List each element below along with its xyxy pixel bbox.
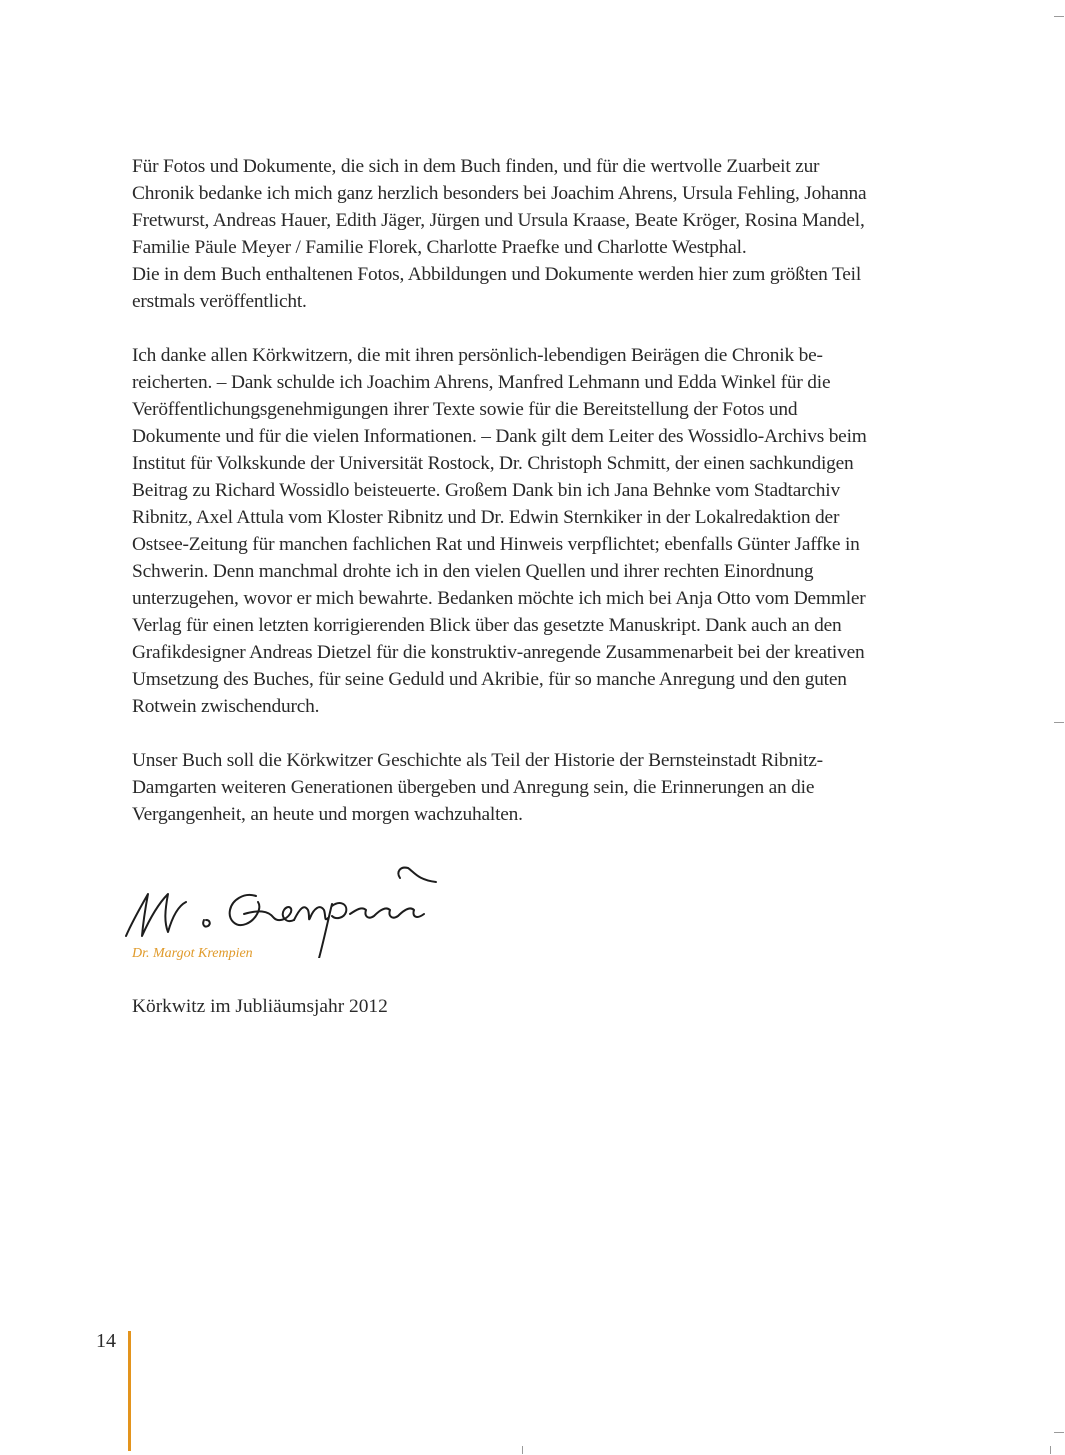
- crop-mark-right-middle: [1054, 722, 1064, 723]
- text-line: Veröffentlichungsgenehmigungen ihrer Texte sowie für die Bereitstellung der Fotos und: [132, 399, 798, 420]
- text-line: Unser Buch soll die Körkwitzer Geschichte als Teil der Historie der Bernsteinstadt Ribnitz-: [132, 750, 823, 771]
- text-line: Vergangenheit, an heute und morgen wachzuhalten.: [132, 804, 523, 825]
- place-date: Körkwitz im Jubliäumsjahr 2012: [132, 996, 388, 1017]
- paragraph-acknowledgement-photos: [132, 153, 900, 315]
- text-line: Verlag für einen letzten korrigierenden Blick über das gesetzte Manuskript. Dank auch an den: [132, 615, 842, 636]
- crop-mark-bottom-right: [1054, 1432, 1064, 1433]
- text-line: erstmals veröffentlicht.: [132, 291, 307, 312]
- text-line: Ribnitz, Axel Attula vom Kloster Ribnitz und Dr. Edwin Sternkiker in der Lokalredaktion der: [132, 507, 840, 528]
- text-line: Ostsee-Zeitung für manchen fachlichen Rat und Hinweis verpflichtet; ebenfalls Günter Jaffke in: [132, 534, 860, 555]
- text-line: Grafikdesigner Andreas Dietzel für die konstruktiv-anregende Zusammenarbeit bei der kreativen: [132, 642, 865, 663]
- text-line: Beitrag zu Richard Wossidlo beisteuerte. Großem Dank bin ich Jana Behnke vom Stadtarchiv: [132, 480, 840, 501]
- signature-block: [118, 858, 458, 968]
- text-line: unterzugehen, wovor er mich bewahrte. Bedanken möchte ich mich bei Anja Otto vom Demmler: [132, 588, 866, 609]
- crop-mark-top-right: [1054, 16, 1064, 17]
- text-line: reicherten. – Dank schulde ich Joachim Ahrens, Manfred Lehmann und Edda Winkel für die: [132, 372, 831, 393]
- letter-body: [132, 153, 900, 855]
- text-line: Familie Päule Meyer / Familie Florek, Charlotte Praefke und Charlotte Westphal.: [132, 237, 747, 258]
- text-line: Fretwurst, Andreas Hauer, Edith Jäger, Jürgen und Ursula Kraase, Beate Kröger, Rosina Mandel,: [132, 210, 865, 231]
- text-line: Die in dem Buch enthaltenen Fotos, Abbildungen und Dokumente werden hier zum größten Teil: [132, 264, 862, 285]
- handwritten-signature: [118, 858, 458, 958]
- text-line: Dokumente und für die vielen Informationen. – Dank gilt dem Leiter des Wossidlo-Archivs beim: [132, 426, 867, 447]
- text-line: Umsetzung des Buches, für seine Geduld und Akribie, für so manche Anregung und den guten: [132, 669, 847, 690]
- paragraph-acknowledgement-contributors: [132, 342, 900, 720]
- page-number-rule: [128, 1331, 131, 1451]
- page-number: 14: [96, 1330, 116, 1352]
- crop-mark-bottom-center: [522, 1446, 523, 1454]
- text-line: Für Fotos und Dokumente, die sich in dem Buch finden, und für die wertvolle Zuarbeit zur: [132, 156, 820, 177]
- text-line: Institut für Volkskunde der Universität Rostock, Dr. Christoph Schmitt, der einen sachkundigen: [132, 453, 854, 474]
- text-line: Damgarten weiteren Generationen übergeben und Anregung sein, die Erinnerungen an die: [132, 777, 815, 798]
- text-line: Schwerin. Denn manchmal drohte ich in den vielen Quellen und ihrer rechten Einordnung: [132, 561, 814, 582]
- crop-mark-bottom-right-tick: [1050, 1446, 1051, 1454]
- signer-name: Dr. Margot Krempien: [132, 946, 253, 961]
- text-line: Rotwein zwischendurch.: [132, 696, 320, 717]
- text-line: Chronik bedanke ich mich ganz herzlich besonders bei Joachim Ahrens, Ursula Fehling, Johanna: [132, 183, 867, 204]
- paragraph-closing: [132, 747, 900, 828]
- text-line: Ich danke allen Körkwitzern, die mit ihren persönlich-lebendigen Beirägen die Chronik be-: [132, 345, 823, 366]
